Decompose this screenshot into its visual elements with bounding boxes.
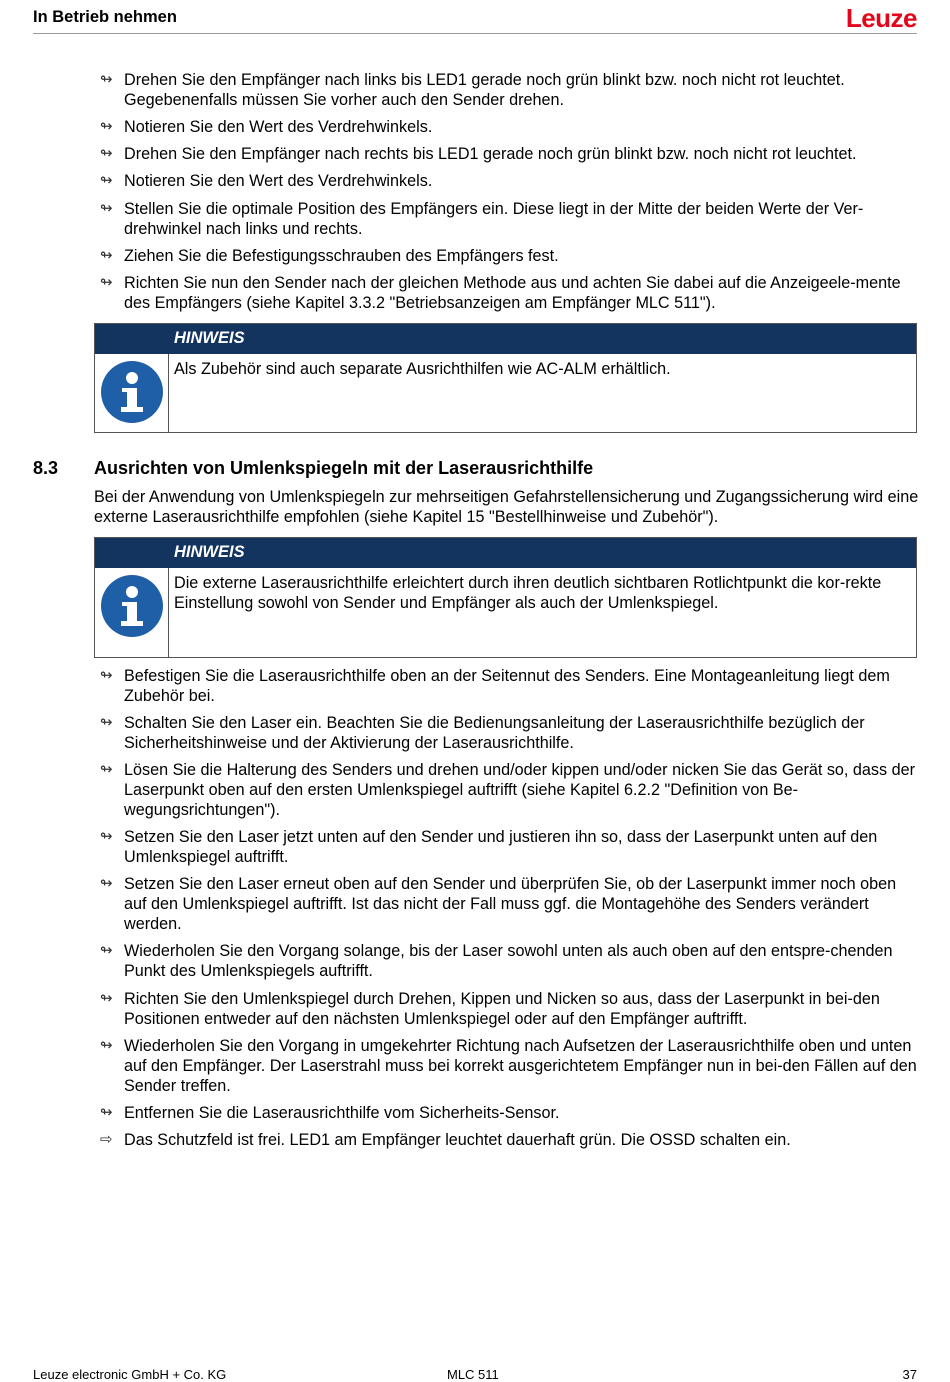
result-arrow-icon: ⇨ [100, 1131, 113, 1148]
step-text: Setzen Sie den Laser jetzt unten auf den Sender und justieren ihn so, dass der Laserpunkt unten auf den Umlenkspiegel auftrifft. [124, 828, 878, 866]
notice-box [94, 323, 917, 433]
notice-heading: HINWEIS [174, 329, 245, 347]
step-text: Schalten Sie den Laser ein. Beachten Sie die Bedienungsanleitung der Laserausrichthilfe bezüglich der Sicherheitshinweise und der Aktivierung der Laserausrichthilfe. [124, 714, 865, 752]
list-item [100, 827, 920, 867]
action-arrow-icon: ↬ [100, 118, 113, 135]
list-item [100, 713, 920, 753]
list-item [100, 989, 920, 1029]
notice-header [95, 324, 916, 354]
page-header-title: In Betrieb nehmen [33, 8, 177, 26]
step-text: Notieren Sie den Wert des Verdrehwinkels. [124, 118, 433, 136]
notice-divider [168, 568, 169, 657]
action-arrow-icon: ↬ [100, 714, 113, 731]
section-number: 8.3 [33, 458, 59, 478]
step-text: Entfernen Sie die Laserausrichthilfe vom Sicherheits-Sensor. [124, 1104, 560, 1122]
action-arrow-icon: ↬ [100, 145, 113, 162]
list-item [100, 760, 920, 820]
action-arrow-icon: ↬ [100, 1037, 113, 1054]
list-item [100, 666, 920, 706]
notice-text: Als Zubehör sind auch separate Ausrichthilfen wie AC-ALM erhältlich. [174, 360, 671, 378]
list-item [100, 874, 920, 934]
step-text: Drehen Sie den Empfänger nach rechts bis LED1 gerade noch grün blinkt bzw. noch nicht rot leuchtet. [124, 145, 857, 163]
step-text: Stellen Sie die optimale Position des Empfängers ein. Diese liegt in der Mitte der beiden Werte der Ver-drehwinkel nach links und rechts. [124, 200, 864, 238]
step-text: Setzen Sie den Laser erneut oben auf den Sender und überprüfen Sie, ob der Laserpunkt immer noch oben auf den Umlenkspiegel auftrifft. Ist das nicht der Fall muss ggf. die Montagehöhe des Senders verändert werden. [124, 875, 897, 933]
notice-heading: HINWEIS [174, 543, 245, 561]
step-text: Richten Sie den Umlenkspiegel durch Drehen, Kippen und Nicken so aus, dass der Laserpunkt in bei-den Positionen entweder auf den nächsten Umlenkspiegel oder auf den Empfänger auftrifft. [124, 990, 880, 1028]
action-arrow-icon: ↬ [100, 667, 113, 684]
action-arrow-icon: ↬ [100, 1104, 113, 1121]
action-arrow-icon: ↬ [100, 247, 113, 264]
notice-header [95, 538, 916, 568]
step-text: Wiederholen Sie den Vorgang in umgekehrter Richtung nach Aufsetzen der Laserausrichthilfe oben und unten auf den Empfänger. Der Laserstrahl muss bei korrekt ausgerichtetem Empfänger nun in bei-den Fällen auf den Sender treffen. [124, 1037, 917, 1095]
step-text: Ziehen Sie die Befestigungsschrauben des Empfängers fest. [124, 247, 559, 265]
list-item [100, 144, 920, 164]
step-text: Wiederholen Sie den Vorgang solange, bis der Laser sowohl unten als auch oben auf den entspre-chenden Punkt des Umlenkspiegels auftrifft. [124, 942, 893, 980]
notice-text: Die externe Laserausrichthilfe erleichtert durch ihren deutlich sichtbaren Rotlichtpunkt die kor-rekte Einstellung sowohl von Sender und Empfänger als auch der Umlenkspiegel. [174, 574, 882, 612]
section-intro: Bei der Anwendung von Umlenkspiegeln zur mehrseitigen Gefahrstellensicherung und Zugangssicherung wird eine externe Laserausrichthilfe empfohlen (siehe Kapitel 15 "Bestellhinweise und Zubehör"). [94, 488, 919, 526]
step-text: Notieren Sie den Wert des Verdrehwinkels. [124, 172, 433, 190]
list-item [100, 1036, 920, 1096]
step-text: Drehen Sie den Empfänger nach links bis LED1 gerade noch grün blinkt bzw. noch nicht rot leuchtet. Gegebenenfalls müssen Sie vorher auch den Sender drehen. [124, 71, 845, 109]
step-text: Richten Sie nun den Sender nach der gleichen Methode aus und achten Sie dabei auf die Anzeigeele-mente des Empfängers (siehe Kapitel 3.3.2 "Betriebsanzeigen am Empfänger MLC 511"). [124, 274, 901, 312]
list-item [100, 941, 920, 981]
header-divider [33, 33, 917, 34]
list-item [100, 199, 920, 239]
list-item [100, 1130, 920, 1150]
action-arrow-icon: ↬ [100, 828, 113, 845]
action-arrow-icon: ↬ [100, 761, 113, 778]
footer-product: MLC 511 [447, 1367, 499, 1382]
info-icon [101, 575, 163, 637]
action-arrow-icon: ↬ [100, 990, 113, 1007]
action-arrow-icon: ↬ [100, 274, 113, 291]
action-arrow-icon: ↬ [100, 875, 113, 892]
action-arrow-icon: ↬ [100, 71, 113, 88]
list-item [100, 273, 920, 313]
page-number: 37 [902, 1367, 917, 1382]
list-item [100, 171, 920, 191]
step-text: Lösen Sie die Halterung des Senders und drehen und/oder kippen und/oder nicken Sie das Gerät so, dass der Laserpunkt oben auf den ersten Umlenkspiegel auftrifft (siehe Kapitel 6.2.2 "Definition von Be-wegungsrichtungen"). [124, 761, 916, 819]
list-item [100, 70, 920, 110]
step-text: Befestigen Sie die Laserausrichthilfe oben an der Seitennut des Senders. Eine Montageanleitung liegt dem Zubehör bei. [124, 667, 890, 705]
notice-divider [168, 354, 169, 432]
action-arrow-icon: ↬ [100, 200, 113, 217]
notice-box [94, 537, 917, 658]
info-icon [101, 361, 163, 423]
brand-logo: Leuze [845, 3, 917, 33]
list-item [100, 246, 920, 266]
result-text: Das Schutzfeld ist frei. LED1 am Empfänger leuchtet dauerhaft grün. Die OSSD schalten ein. [124, 1131, 791, 1149]
list-item [100, 117, 920, 137]
list-item [100, 1103, 920, 1123]
footer-company: Leuze electronic GmbH + Co. KG [33, 1367, 227, 1382]
section-title: Ausrichten von Umlenkspiegeln mit der Laserausrichthilfe [94, 458, 594, 478]
action-arrow-icon: ↬ [100, 172, 113, 189]
action-arrow-icon: ↬ [100, 942, 113, 959]
